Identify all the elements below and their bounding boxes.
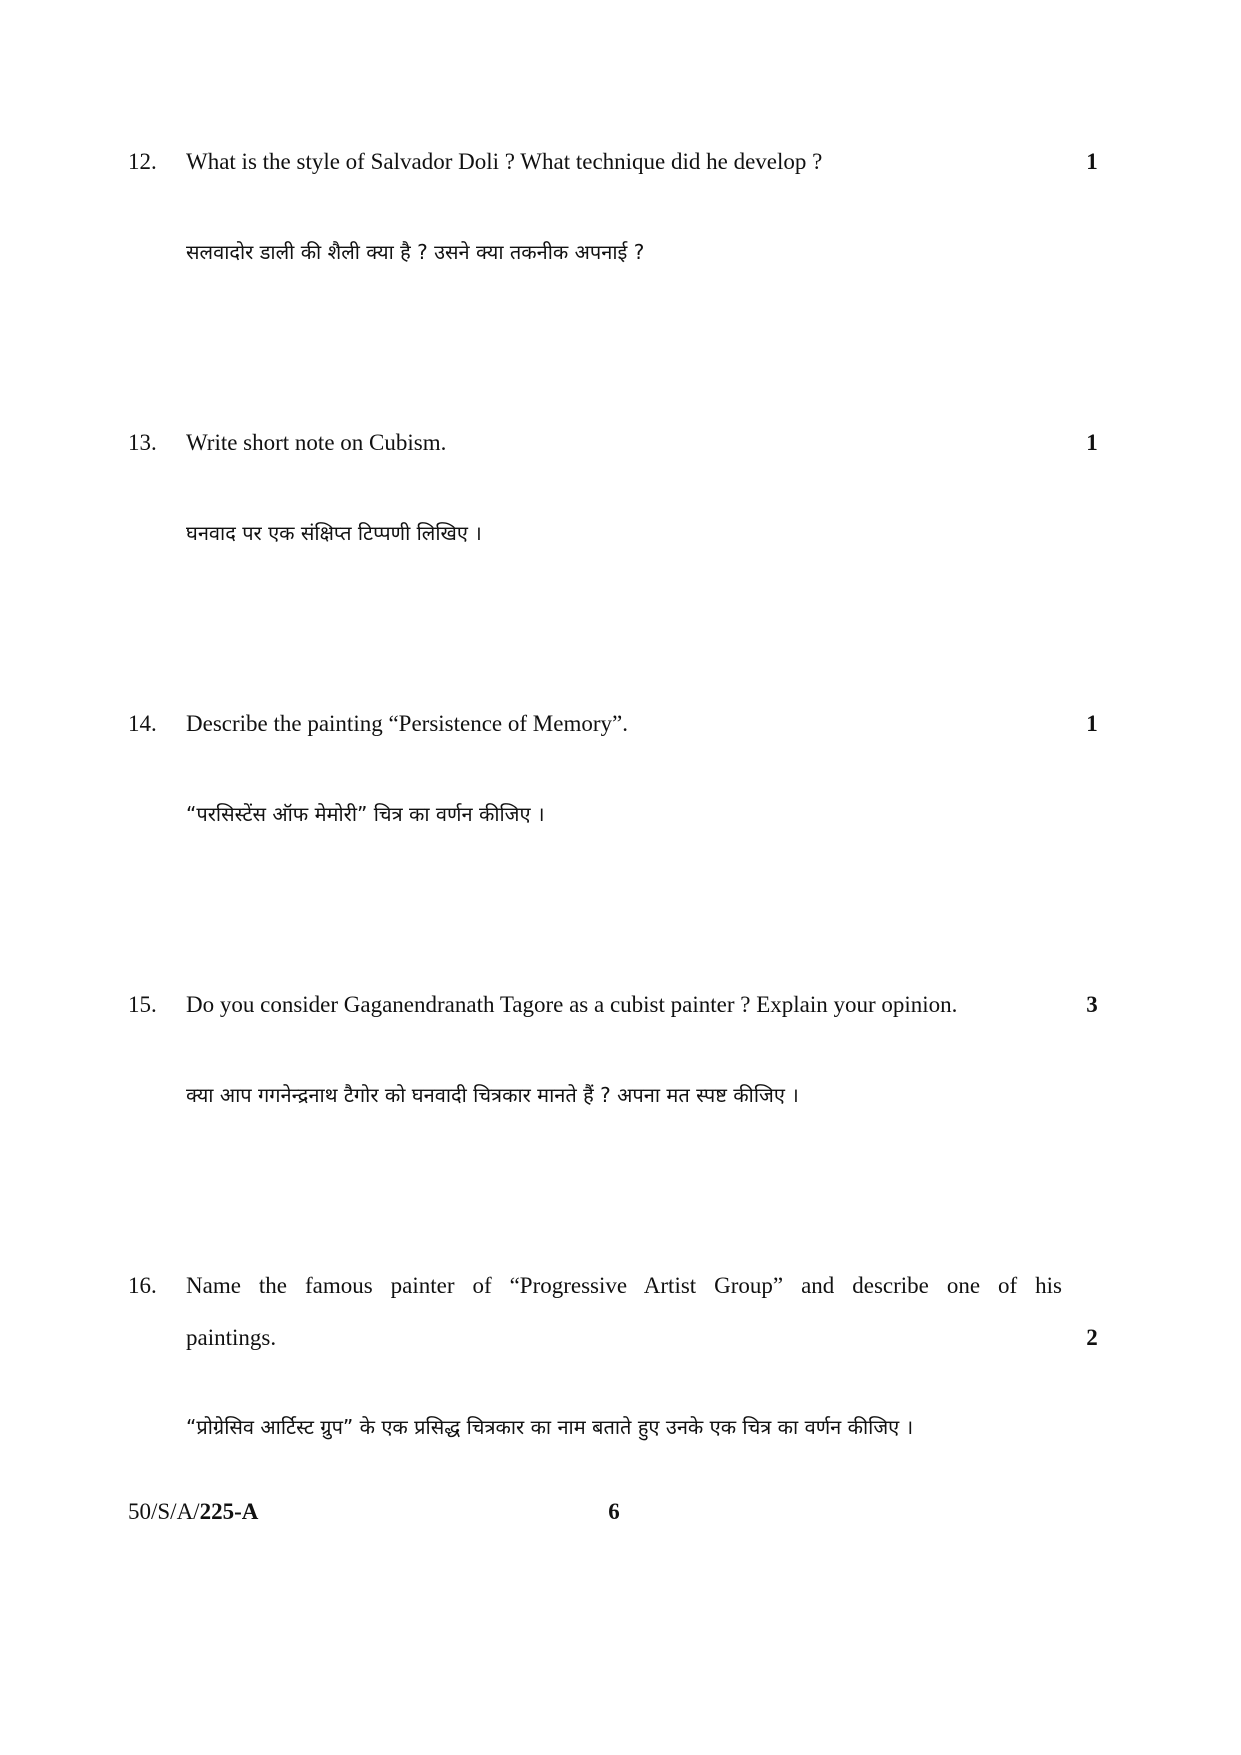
question-text-hindi: “प्रोग्रेसिव आर्टिस्ट ग्रुप” के एक प्रसिद्ध चित्रकार का नाम बताते हुए उनके एक चित्र का वर्णन कीजिए । [186, 1415, 914, 1439]
question-number: 13. [128, 430, 157, 455]
question-text-hindi: घनवाद पर एक संक्षिप्त टिप्पणी लिखिए । [186, 521, 482, 545]
paper-code [128, 1497, 258, 1527]
question-marks: 1 [1086, 430, 1098, 455]
question-number: 12. [128, 149, 157, 174]
question-number: 16. [128, 1273, 157, 1298]
question-marks: 3 [1086, 992, 1098, 1017]
question-text-english: Do you consider Gaganendranath Tagore as a cubist painter ? Explain your opinion. [186, 992, 958, 1017]
question-marks: 1 [1086, 149, 1098, 174]
question-text-hindi: “परसिस्टेंस ऑफ मेमोरी” चित्र का वर्णन कीजिए । [186, 802, 545, 826]
question-text-english: What is the style of Salvador Doli ? What technique did he develop ? [186, 149, 823, 174]
question-marks: 1 [1086, 711, 1098, 736]
paper-code-prefix: 50/S/A/ [128, 1499, 200, 1524]
question-marks: 2 [1086, 1325, 1098, 1350]
question-text-english-line-2: paintings. [186, 1325, 277, 1350]
question-number: 14. [128, 711, 157, 736]
question-number: 15. [128, 992, 157, 1017]
paper-code-number: 225-A [199, 1499, 259, 1524]
question-text-hindi: सलवादोर डाली की शैली क्या है ? उसने क्या तकनीक अपनाई ? [186, 240, 645, 264]
page-number: 6 [608, 1499, 620, 1524]
question-text-hindi: क्या आप गगनेन्द्रनाथ टैगोर को घनवादी चित्रकार मानते हैं ? अपना मत स्पष्ट कीजिए । [186, 1083, 799, 1107]
question-text-english: Describe the painting “Persistence of Memory”. [186, 711, 628, 736]
question-text-english-line-1: Name the famous painter of “Progressive Artist Group” and describe one of his [186, 1273, 1062, 1298]
question-text-english: Write short note on Cubism. [186, 430, 447, 455]
